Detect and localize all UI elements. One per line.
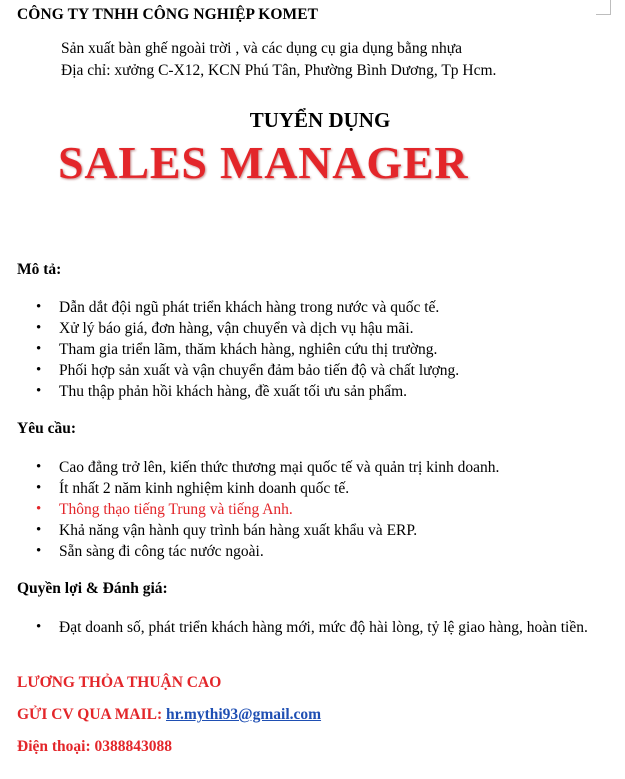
bullet-icon: • bbox=[36, 501, 42, 517]
company-name: CÔNG TY TNHH CÔNG NGHIỆP KOMET bbox=[17, 6, 319, 23]
recruiting-label: TUYỂN DỤNG bbox=[249, 108, 391, 132]
phone-line: Điện thoại: 0388843088 bbox=[17, 738, 172, 755]
requirements-heading: Yêu cầu: bbox=[17, 420, 76, 437]
bullet-icon: • bbox=[36, 459, 42, 475]
list-item-text: Khả năng vận hành quy trình bán hàng xuất khẩu và ERP. bbox=[59, 522, 418, 539]
description-heading: Mô tả: bbox=[17, 261, 62, 278]
list-item-text: Sẵn sàng đi công tác nước ngoài. bbox=[59, 543, 264, 560]
list-item bbox=[0, 520, 499, 541]
list-item bbox=[0, 617, 600, 638]
bullet-icon: • bbox=[36, 320, 42, 336]
bullet-icon: • bbox=[36, 543, 42, 559]
list-item bbox=[0, 297, 459, 318]
list-item bbox=[0, 457, 499, 478]
list-item-text: Đạt doanh số, phát triển khách hàng mới, mức độ hài lòng, tỷ lệ giao hàng, hoàn tiền. bbox=[59, 619, 588, 636]
list-item-text: Cao đẳng trở lên, kiến thức thương mại quốc tế và quản trị kinh doanh. bbox=[59, 459, 500, 476]
salary-line: LƯƠNG THỎA THUẬN CAO bbox=[17, 674, 222, 691]
description-list bbox=[0, 297, 459, 402]
list-item bbox=[0, 360, 459, 381]
bullet-icon: • bbox=[36, 299, 42, 315]
bullet-icon: • bbox=[36, 362, 42, 378]
bullet-icon: • bbox=[36, 383, 42, 399]
business-line: Sản xuất bàn ghế ngoài trời , và các dụng cụ gia dụng bằng nhựa bbox=[61, 40, 462, 57]
list-item-text: Xử lý báo giá, đơn hàng, vận chuyển và dịch vụ hậu mãi. bbox=[59, 320, 414, 337]
list-item bbox=[0, 339, 459, 360]
requirements-list bbox=[0, 457, 499, 562]
cv-mail-line bbox=[17, 706, 321, 724]
list-item-text: Phối hợp sản xuất và vận chuyển đảm bảo tiến độ và chất lượng. bbox=[59, 362, 460, 379]
list-item bbox=[0, 541, 499, 562]
list-item bbox=[0, 318, 459, 339]
bullet-icon: • bbox=[36, 480, 42, 496]
email-link[interactable]: hr.mythi93@gmail.com bbox=[165, 706, 322, 723]
list-item-text: Thu thập phản hồi khách hàng, đề xuất tối ưu sản phẩm. bbox=[59, 383, 408, 400]
list-item-text: Tham gia triển lãm, thăm khách hàng, nghiên cứu thị trường. bbox=[59, 341, 438, 358]
list-item-text: Ít nhất 2 năm kinh nghiệm kinh doanh quốc tế. bbox=[59, 480, 350, 497]
list-item-text: Thông thạo tiếng Trung và tiếng Anh. bbox=[59, 501, 293, 518]
position-title: SALES MANAGER bbox=[58, 137, 469, 188]
bullet-icon: • bbox=[36, 522, 42, 538]
bullet-icon: • bbox=[36, 341, 42, 357]
benefits-heading: Quyền lợi & Đánh giá: bbox=[17, 580, 168, 597]
list-item-text: Dẫn dắt đội ngũ phát triển khách hàng trong nước và quốc tế. bbox=[59, 299, 440, 316]
bullet-icon: • bbox=[36, 619, 42, 635]
list-item bbox=[0, 478, 499, 499]
company-address: Địa chỉ: xưởng C-X12, KCN Phú Tân, Phường Bình Dương, Tp Hcm. bbox=[61, 62, 497, 79]
benefits-list bbox=[0, 617, 600, 638]
cv-mail-label: GỬI CV QUA MAIL: bbox=[17, 706, 163, 723]
list-item bbox=[0, 381, 459, 402]
page-corner-mark bbox=[596, 0, 611, 15]
list-item-highlighted bbox=[0, 499, 499, 520]
